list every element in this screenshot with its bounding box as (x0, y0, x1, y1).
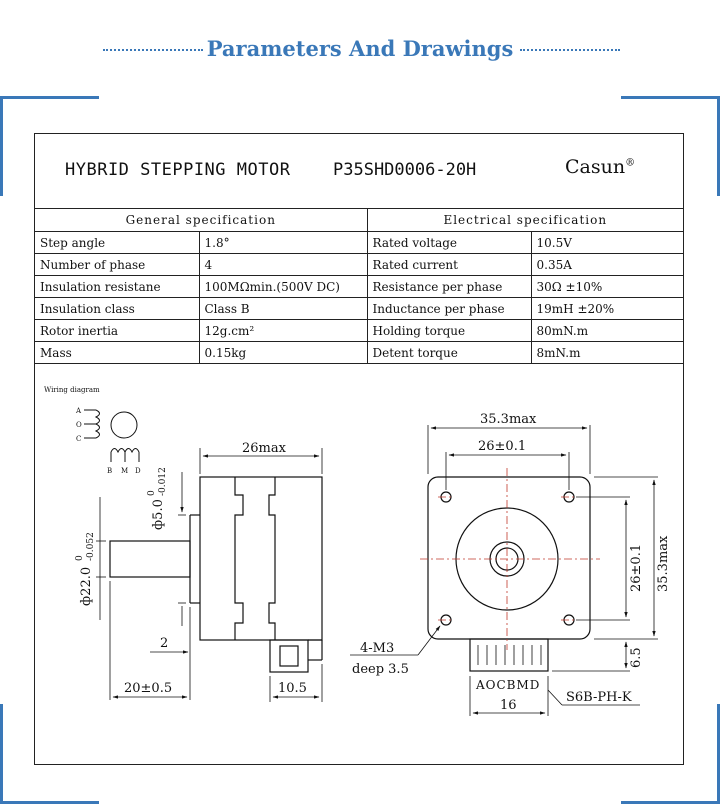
shaft-outline (110, 541, 190, 577)
main-diameter-label (75, 532, 96, 606)
spec-label: Insulation resistane (35, 276, 199, 298)
spec-label: Detent torque (367, 342, 531, 364)
wiring-terminal: B (107, 467, 113, 475)
spec-value: 0.15kg (199, 342, 367, 364)
wiring-terminal: M (121, 467, 129, 475)
hole-depth-label: deep 3.5 (352, 662, 409, 677)
spec-value: 30Ω ±10% (531, 276, 683, 298)
connector-outline (270, 640, 308, 672)
main-diameter-value: ф22.0 (79, 566, 94, 606)
spec-value: 0.35A (531, 254, 683, 276)
spec-label: Holding torque (367, 320, 531, 342)
coil-leads-left (84, 410, 96, 438)
spec-value: 100MΩmin.(500V DC) (199, 276, 367, 298)
spec-value: 19mH ±20% (531, 298, 683, 320)
front-view-labels (352, 412, 671, 713)
connector-width-label: 16 (500, 698, 517, 713)
spec-label: Rated current (367, 254, 531, 276)
wiring-diagram-label: Wiring diagram (44, 386, 100, 394)
main-diameter-tol-top: 0 (75, 555, 85, 561)
spec-value: 10.5V (531, 232, 683, 254)
flange-label: 2 (160, 636, 169, 651)
hole-leader (418, 626, 440, 655)
spec-label: Rated voltage (367, 232, 531, 254)
body-length-label: 26max (242, 441, 286, 456)
wiring-terminal: D (135, 467, 141, 475)
spec-label: Step angle (35, 232, 199, 254)
width-label: 35.3max (480, 412, 537, 427)
spec-value: 1.8° (199, 232, 367, 254)
spec-label: Resistance per phase (367, 276, 531, 298)
shaft-length-label: 20±0.5 (124, 681, 173, 696)
spec-label: Inductance per phase (367, 298, 531, 320)
rotor-symbol-circle (111, 412, 137, 438)
connector-label: 10.5 (278, 681, 307, 696)
connector-pins (478, 645, 541, 665)
shaft-diameter-tol: -0.012 (158, 467, 168, 496)
coil-leads-bottom (111, 452, 139, 462)
brand-name: Casun (565, 156, 626, 178)
height-label: 35.3max (656, 535, 671, 592)
shaft-diameter-label (147, 467, 168, 530)
connector-height-label: 6.5 (629, 647, 644, 668)
spec-value: 12g.cm² (199, 320, 367, 342)
shaft-diameter-value: ф5.0 (151, 499, 166, 530)
electrical-spec-header: Electrical specification (367, 208, 683, 232)
connector-type-leader (548, 690, 562, 705)
coil-bottom (111, 449, 139, 453)
general-spec-header: General specification (35, 208, 367, 232)
pin-labels: AOCBMD (476, 678, 541, 692)
front-connector-outline (470, 639, 548, 671)
wiring-terminal: C (76, 435, 82, 443)
spec-value: 8mN.m (531, 342, 683, 364)
side-view-dimensions (96, 448, 322, 702)
spec-value: Class B (199, 298, 367, 320)
hole-spacing-label: 26±0.1 (478, 439, 527, 454)
hole-spacing-v-label: 26±0.1 (629, 543, 644, 592)
connector-type-label: S6B-PH-K (566, 690, 632, 705)
wiring-terminal-labels (75, 407, 141, 475)
spec-value: 80mN.m (531, 320, 683, 342)
spec-label: Rotor inertia (35, 320, 199, 342)
motor-front-view (428, 477, 590, 671)
connector-inner (280, 646, 298, 666)
spec-value: 4 (199, 254, 367, 276)
shaft-diameter-tol-top: 0 (147, 490, 157, 496)
wiring-terminal: A (76, 407, 82, 415)
holes-label: 4-M3 (360, 641, 395, 656)
spec-label: Mass (35, 342, 199, 364)
spec-label: Number of phase (35, 254, 199, 276)
page-title: Parameters And Drawings (206, 36, 514, 61)
wiring-diagram (84, 410, 139, 462)
motor-type: HYBRID STEPPING MOTOR (65, 160, 291, 180)
motor-body-outline (200, 477, 322, 640)
registered-mark: ® (625, 157, 636, 169)
wiring-terminal: O (76, 421, 82, 429)
coil-left (96, 410, 100, 438)
motor-side-view (110, 477, 322, 672)
stator-seam-left (235, 477, 243, 640)
main-diameter-tol: -0.052 (86, 532, 96, 561)
motor-model: P35SHD0006-20H (333, 160, 477, 180)
spec-label: Insulation class (35, 298, 199, 320)
stator-seam-right (269, 477, 275, 640)
